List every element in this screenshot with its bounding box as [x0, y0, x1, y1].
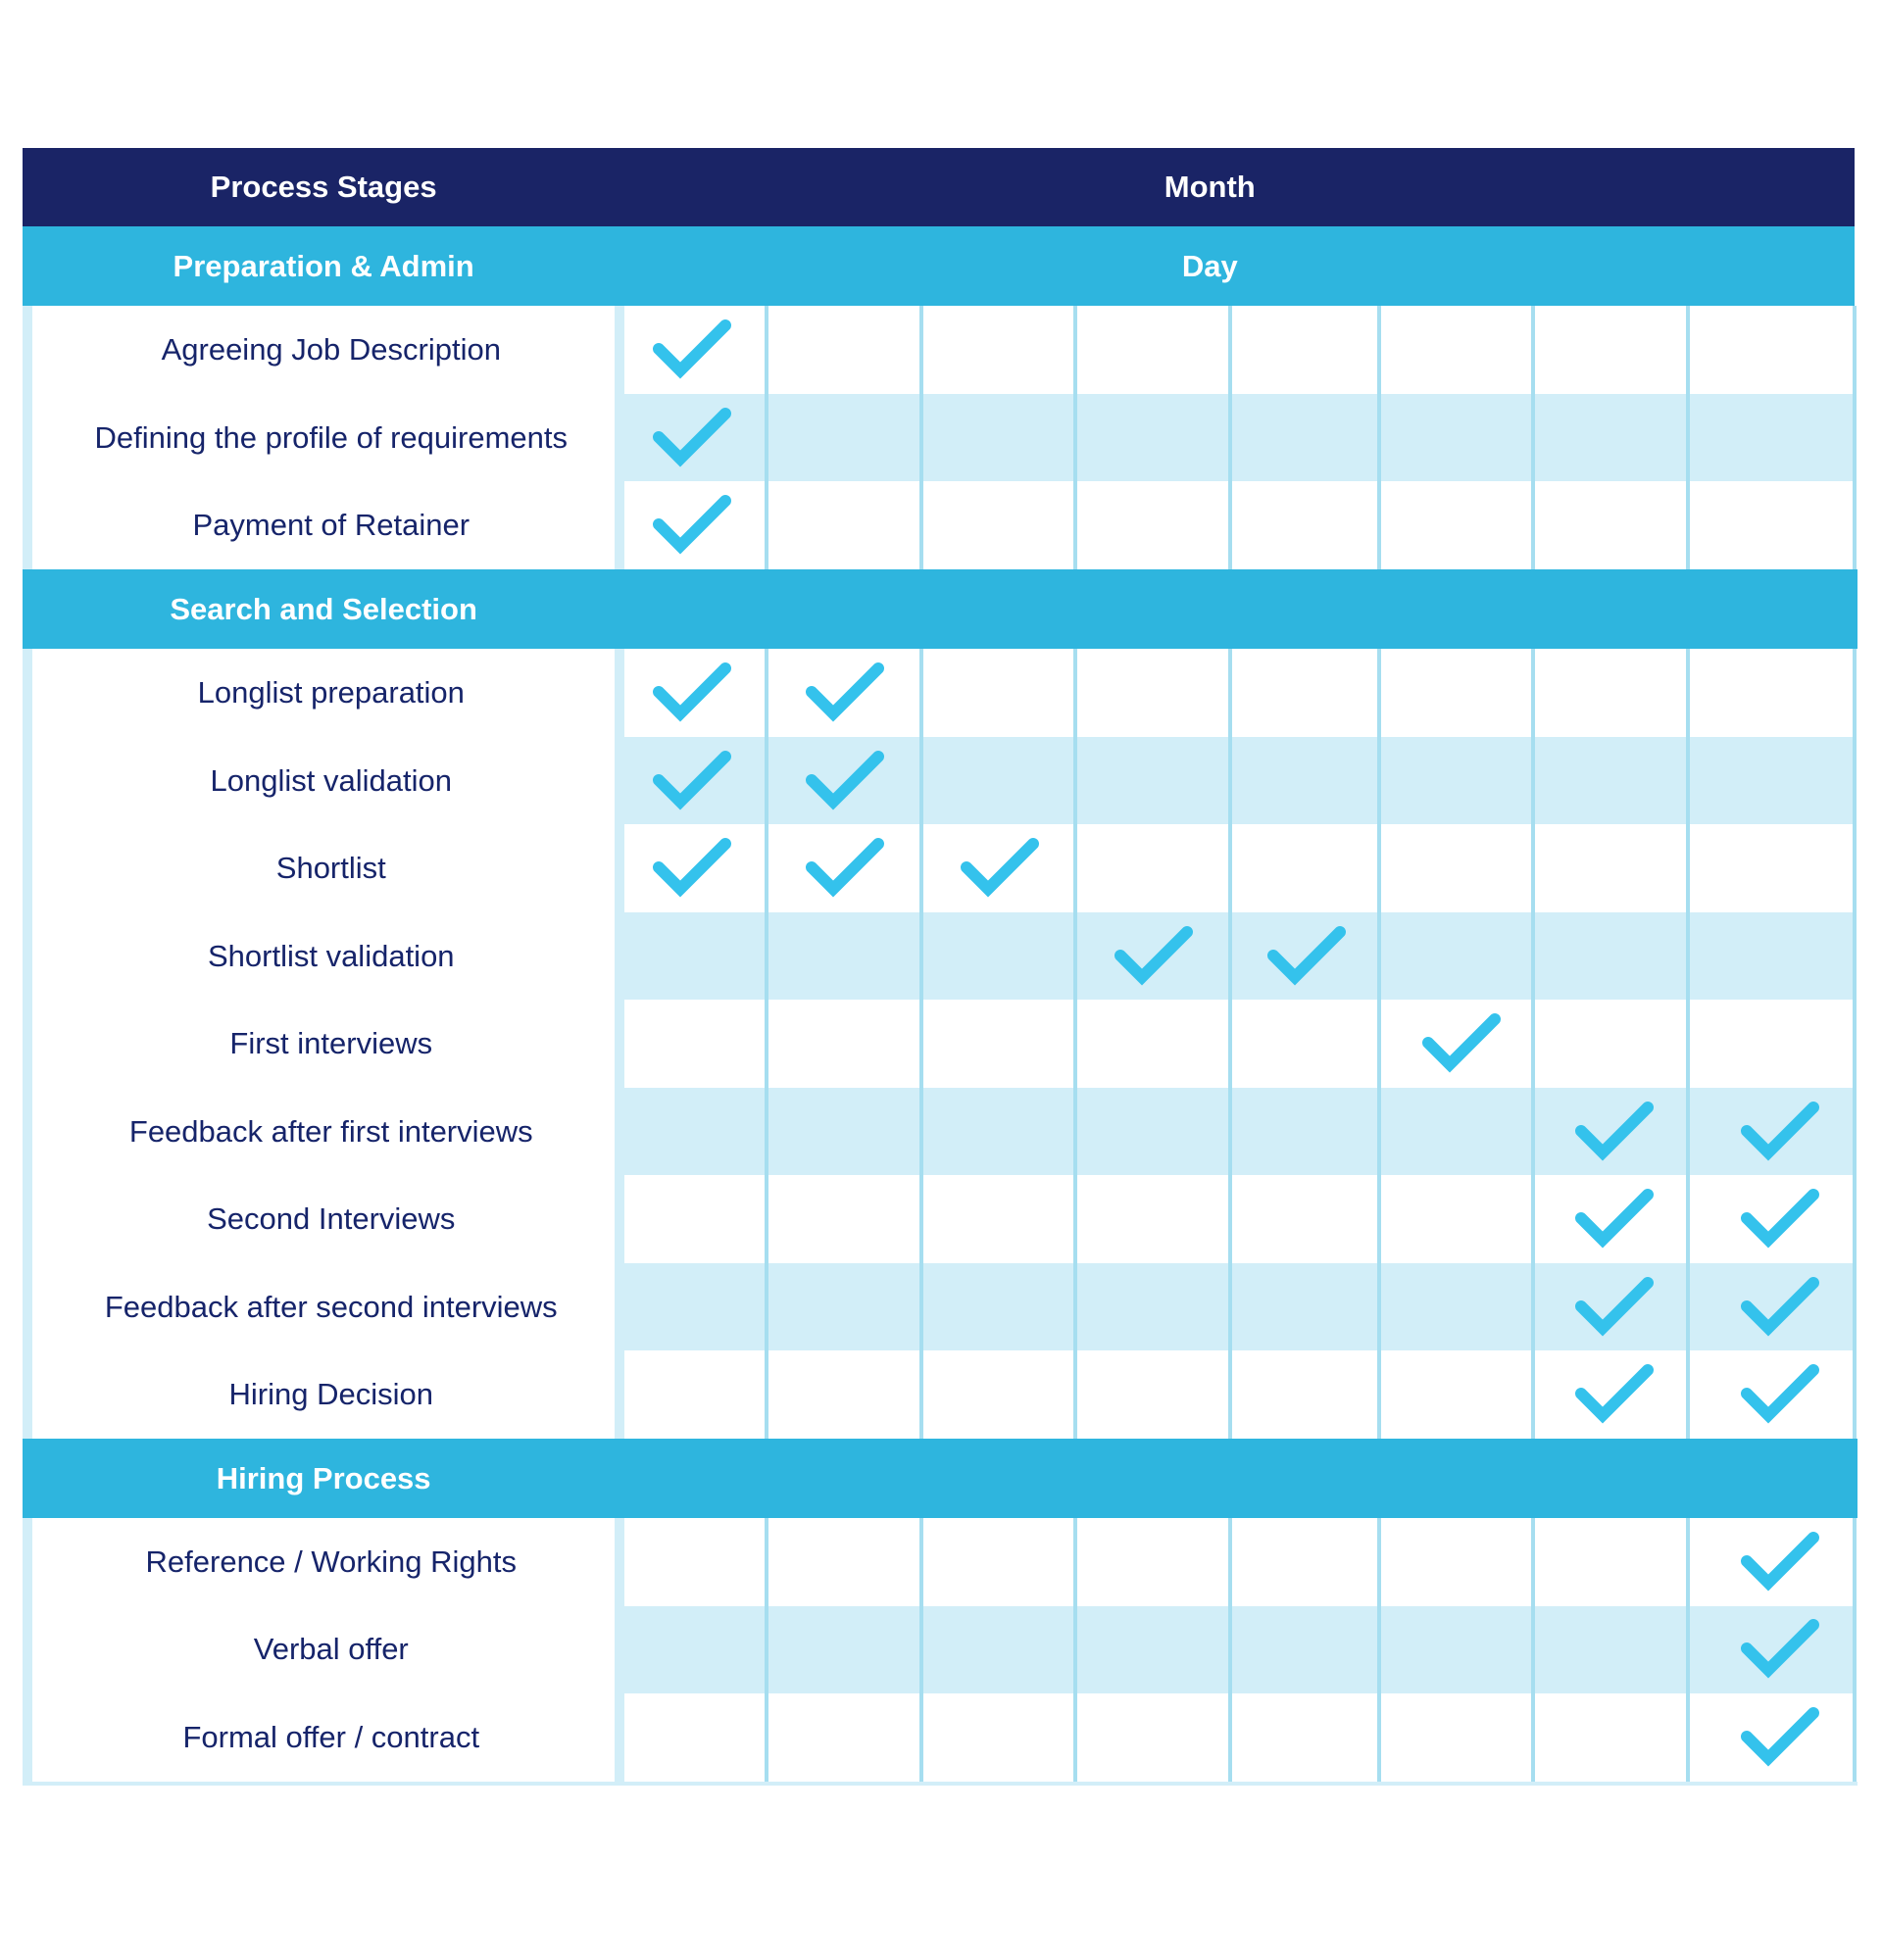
checkmark-icon — [1573, 1185, 1656, 1253]
grid-line — [919, 1518, 923, 1782]
grid-line — [1686, 649, 1690, 1439]
section-header — [23, 1439, 1857, 1518]
grid-line — [1377, 306, 1381, 569]
grid-line — [615, 306, 624, 569]
grid-line — [615, 1518, 624, 1782]
stage-label: Second Interviews — [207, 1201, 456, 1237]
stage-label: First interviews — [229, 1026, 433, 1061]
grid-line — [1228, 1518, 1232, 1782]
grid-line — [1531, 306, 1535, 569]
checkmark-icon — [959, 834, 1041, 903]
grid-line — [1073, 1518, 1077, 1782]
checkmark-icon — [1739, 1528, 1821, 1596]
stage-label: Reference / Working Rights — [145, 1544, 518, 1579]
checkmark-icon — [1739, 1273, 1821, 1342]
row-band — [624, 912, 1852, 1001]
checkmark-icon — [804, 659, 886, 727]
header-stages-label: Process Stages — [210, 170, 437, 205]
row-band — [624, 1263, 1852, 1351]
checkmark-icon — [1573, 1273, 1656, 1342]
checkmark-icon — [1739, 1098, 1821, 1166]
grid-line — [765, 306, 768, 569]
checkmark-icon — [1113, 922, 1195, 991]
grid-line — [1531, 1518, 1535, 1782]
grid-line — [1377, 1518, 1381, 1782]
checkmark-icon — [651, 659, 733, 727]
stage-label: Shortlist validation — [207, 938, 455, 973]
grid-line — [919, 306, 923, 569]
grid-line — [919, 649, 923, 1439]
table-bottom-border — [23, 1782, 1857, 1786]
checkmark-icon — [651, 834, 733, 903]
grid-line — [765, 1518, 768, 1782]
stage-label: Feedback after second interviews — [104, 1289, 558, 1324]
checkmark-icon — [1265, 922, 1348, 991]
checkmark-icon — [651, 491, 733, 560]
grid-line — [1377, 649, 1381, 1439]
grid-line — [1686, 1518, 1690, 1782]
stage-label: Feedback after first interviews — [128, 1113, 533, 1149]
stage-label: Longlist preparation — [197, 674, 465, 710]
checkmark-icon — [804, 747, 886, 815]
grid-line — [1853, 649, 1857, 1439]
stage-label: Payment of Retainer — [192, 508, 470, 543]
section-title: Hiring Process — [216, 1460, 431, 1495]
stage-label: Shortlist — [275, 851, 386, 886]
checkmark-icon — [1573, 1098, 1656, 1166]
grid-line — [1686, 306, 1690, 569]
stage-label: Verbal offer — [253, 1632, 409, 1667]
grid-line — [1073, 306, 1077, 569]
stage-label: Hiring Decision — [228, 1377, 433, 1412]
grid-line — [1531, 649, 1535, 1439]
grid-line — [1228, 649, 1232, 1439]
grid-line — [1073, 649, 1077, 1439]
header-month-label: Month — [1164, 170, 1256, 205]
section-header — [23, 569, 1857, 649]
checkmark-icon — [651, 747, 733, 815]
table-header-bar — [23, 148, 1855, 226]
checkmark-icon — [1420, 1009, 1503, 1078]
checkmark-icon — [1739, 1360, 1821, 1429]
row-band — [624, 394, 1852, 482]
checkmark-icon — [1573, 1360, 1656, 1429]
checkmark-icon — [1739, 1185, 1821, 1253]
checkmark-icon — [651, 404, 733, 472]
section-title: Preparation & Admin — [173, 248, 474, 283]
stage-label: Formal offer / contract — [182, 1720, 480, 1755]
stage-label: Longlist validation — [210, 762, 452, 798]
stage-label: Defining the profile of requirements — [94, 419, 569, 455]
checkmark-icon — [651, 316, 733, 384]
header-day-label: Day — [1181, 248, 1238, 283]
stage-label: Agreeing Job Description — [161, 332, 501, 368]
checkmark-icon — [804, 834, 886, 903]
checkmark-icon — [1739, 1615, 1821, 1684]
grid-line — [765, 649, 768, 1439]
checkmark-icon — [1739, 1703, 1821, 1772]
grid-line — [1853, 306, 1857, 569]
section-header — [23, 226, 1855, 306]
grid-line — [1228, 306, 1232, 569]
grid-line — [1853, 1518, 1857, 1782]
section-title: Search and Selection — [170, 591, 477, 626]
row-band — [624, 1088, 1852, 1176]
grid-line — [615, 649, 624, 1439]
row-band — [624, 1606, 1852, 1694]
